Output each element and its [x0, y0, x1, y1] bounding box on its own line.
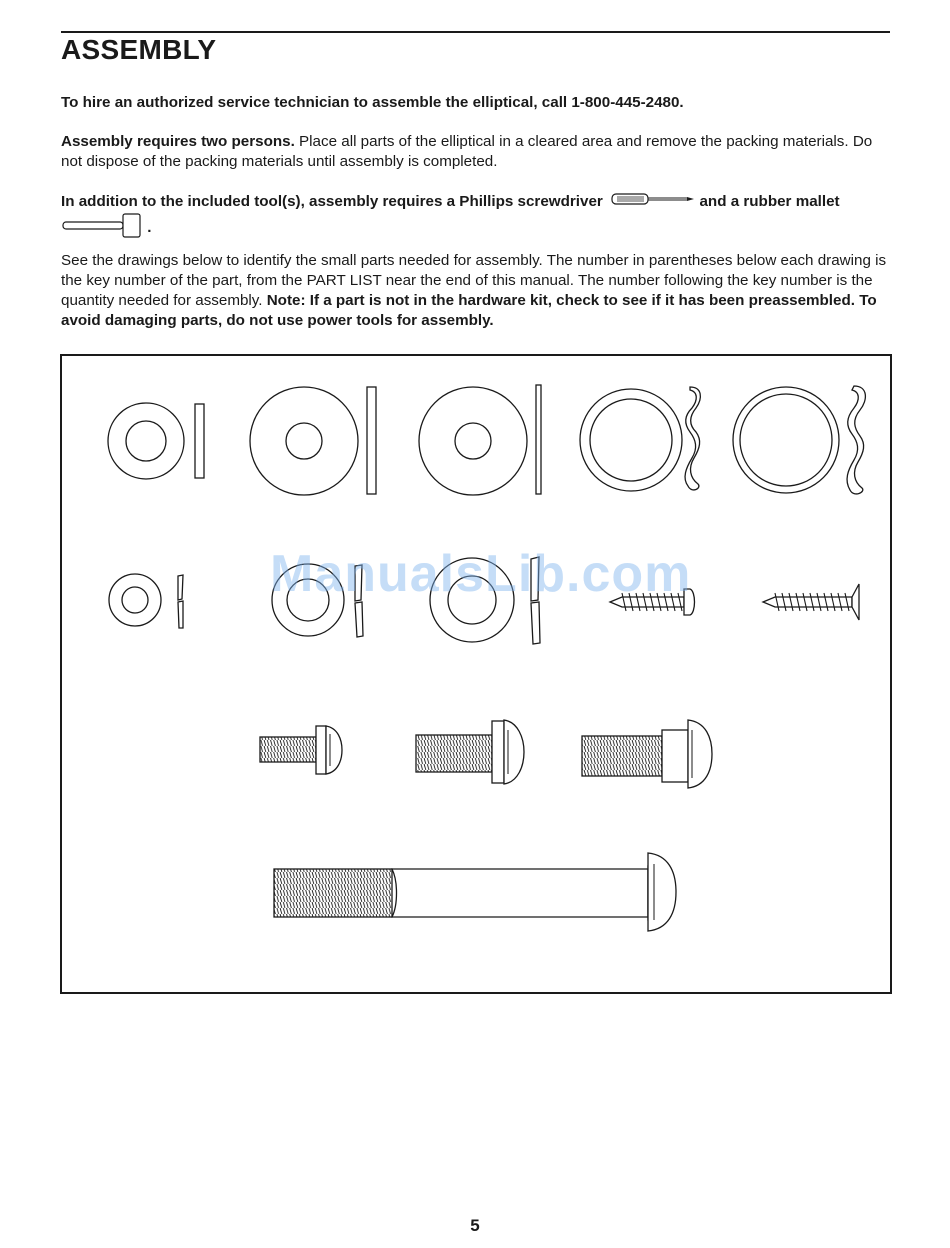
service-technician-text: To hire an authorized service technician to assemble the elliptical, call 1-800-445-2480.	[61, 94, 684, 111]
top-rule	[61, 31, 890, 33]
parts-identification-paragraph	[61, 251, 893, 331]
split-washer-icon	[109, 574, 183, 628]
flat-washer-icon	[733, 386, 865, 494]
screwdriver-icon	[611, 192, 695, 212]
bolt-icon	[582, 720, 712, 788]
service-technician-note	[61, 93, 893, 113]
tools-text-3: .	[143, 219, 152, 237]
tools-text-2: and a rubber mallet	[695, 193, 840, 211]
two-persons-bold: Assembly requires two persons.	[61, 133, 295, 150]
flat-washer-icon	[108, 403, 204, 479]
bolt-icon	[416, 720, 524, 784]
tools-text-1: In addition to the included tool(s), assembly requires a Phillips screwdriver	[61, 193, 603, 211]
bolt-icon	[274, 853, 676, 931]
screw-icon	[763, 584, 859, 620]
two-persons-paragraph	[61, 132, 893, 172]
page-title: ASSEMBLY	[61, 34, 217, 65]
parts-identification-text: See the drawings below to identify the small parts needed for assembly. The number in parentheses below each drawing is the key number of the part, from the PART LIST near the end of this manual. The number following the key number is the quantity needed for assembly.	[61, 252, 887, 309]
hardware-parts-figure	[60, 354, 892, 994]
watermark: ManualsLib.com	[270, 545, 692, 603]
page-number: 5	[470, 1216, 480, 1235]
flat-washer-icon	[250, 387, 376, 495]
tools-paragraph	[61, 192, 893, 244]
two-persons-text: Place all parts of the elliptical in a cleared area and remove the packing materials. Do not dispose of the packing materials until assembly is completed.	[61, 133, 873, 170]
parts-note-bold: Note: If a part is not in the hardware kit, check to see if it has been preassembled. To avoid damaging parts, do not use power tools for assembly.	[61, 292, 877, 329]
flat-washer-icon	[580, 387, 700, 491]
bolt-icon	[260, 726, 342, 774]
rubber-mallet-icon	[61, 212, 143, 244]
flat-washer-icon	[419, 385, 541, 495]
